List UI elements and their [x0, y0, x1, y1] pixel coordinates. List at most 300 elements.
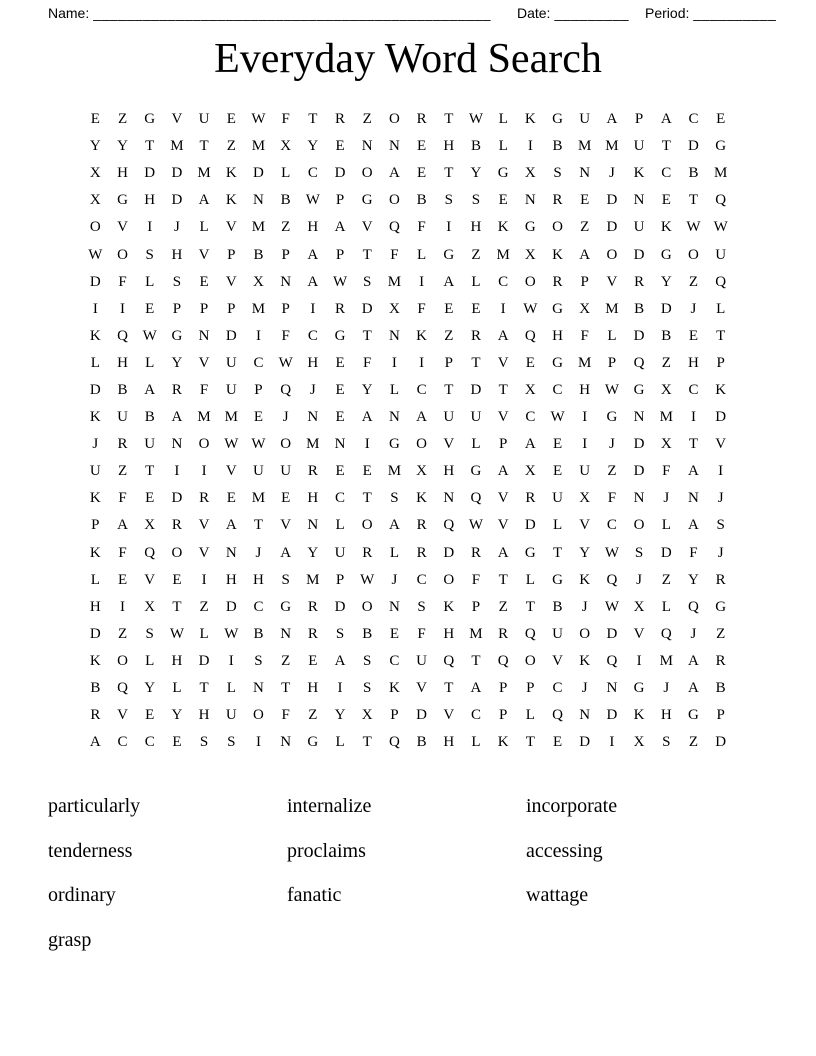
grid-letter: P [580, 273, 589, 290]
grid-letter: N [633, 409, 645, 426]
grid-letter: H [443, 463, 455, 480]
grid-letter: J [717, 490, 724, 507]
grid-letter: D [660, 544, 672, 561]
grid-letter: A [334, 219, 346, 236]
grid-letter: D [225, 327, 237, 344]
grid-letter: Z [281, 652, 291, 669]
period-blank: __________ [693, 5, 777, 21]
grid-letter: G [171, 327, 183, 344]
grid-letter: V [416, 680, 428, 697]
grid-letter: X [361, 707, 373, 724]
grid-letter: Z [471, 246, 481, 263]
grid-letter: P [471, 598, 481, 615]
grid-letter: G [470, 463, 482, 480]
grid-letter: V [198, 354, 210, 371]
grid-letter: T [525, 734, 535, 751]
grid-letter: D [579, 734, 591, 751]
grid-letter: T [716, 327, 726, 344]
grid-letter: U [715, 246, 727, 263]
grid-letter: N [307, 409, 319, 426]
grid-letter: P [172, 300, 182, 317]
grid-letter: W [332, 273, 348, 290]
grid-letter: G [552, 111, 563, 128]
page-title: Everyday Word Search [214, 36, 602, 82]
grid-letter: U [552, 625, 563, 642]
grid-letter: J [690, 625, 697, 642]
grid-letter: D [361, 300, 373, 317]
grid-letter: U [633, 138, 645, 155]
grid-letter: I [391, 354, 397, 371]
grid-letter: E [580, 192, 590, 209]
grid-letter: E [498, 192, 508, 209]
grid-letter: T [688, 192, 699, 209]
grid-letter: U [225, 381, 237, 398]
grid-letter: Y [334, 707, 346, 724]
grid-letter: I [337, 680, 343, 697]
grid-letter: H [552, 327, 563, 344]
grid-letter: B [416, 192, 427, 209]
grid-letter: A [280, 544, 292, 561]
grid-letter: U [552, 490, 563, 507]
grid-letter: H [307, 354, 319, 371]
grid-letter: H [443, 138, 455, 155]
grid-letter: V [198, 246, 210, 263]
grid-letter: F [417, 219, 426, 236]
grid-letter: Q [606, 571, 618, 588]
grid-letter: V [443, 436, 455, 453]
grid-letter: X [660, 381, 672, 398]
grid-letter: N [225, 544, 237, 561]
grid-letter: D [715, 734, 727, 751]
grid-letter: I [255, 734, 261, 751]
grid-letter: I [690, 409, 696, 426]
grid-letter: D [660, 300, 672, 317]
grid-letter: B [470, 138, 481, 155]
grid-letter: Z [117, 625, 128, 642]
grid-letter: D [633, 463, 645, 480]
grid-letter: F [417, 625, 426, 642]
grid-letter: J [717, 544, 724, 561]
grid-letter: I [419, 354, 425, 371]
grid-letter: G [715, 598, 727, 615]
grid-letter: R [335, 300, 346, 317]
grid-letter: D [606, 192, 618, 209]
grid-letter: L [661, 598, 671, 615]
grid-letter: C [552, 680, 563, 697]
grid-letter: V [443, 707, 455, 724]
grid-letter: J [173, 219, 180, 236]
grid-letter: L [471, 273, 481, 290]
grid-letter: W [305, 192, 320, 209]
grid-letter: R [171, 517, 182, 534]
grid-letter: R [416, 111, 427, 128]
grid-letter: S [227, 734, 236, 751]
grid-letter: Z [498, 598, 508, 615]
grid-letter: P [227, 300, 236, 317]
grid-letter: F [662, 463, 671, 480]
grid-letter: P [444, 354, 453, 371]
grid-letter: R [470, 327, 481, 344]
grid-letter: Z [226, 138, 236, 155]
grid-letter: Q [715, 273, 727, 290]
grid-letter: P [716, 354, 725, 371]
grid-letter: N [361, 138, 373, 155]
grid-letter: R [498, 625, 509, 642]
grid-letter: E [172, 571, 182, 588]
grid-letter: R [307, 463, 318, 480]
grid-letter: T [199, 680, 209, 697]
grid-letter: E [226, 111, 236, 128]
word-list-item: ordinary [48, 884, 116, 907]
grid-letter: G [633, 680, 645, 697]
grid-letter: P [254, 381, 263, 398]
grid-letter: Y [688, 571, 699, 588]
grid-letter: Q [443, 652, 455, 669]
grid-letter: F [417, 300, 426, 317]
grid-letter: S [363, 273, 372, 290]
grid-letter: D [416, 707, 428, 724]
grid-letter: P [390, 707, 399, 724]
word-list-item: incorporate [526, 795, 618, 818]
grid-letter: M [496, 246, 510, 263]
grid-letter: K [416, 490, 428, 507]
grid-letter: S [716, 517, 725, 534]
grid-letter: Z [661, 354, 671, 371]
grid-letter: E [172, 734, 182, 751]
grid-letter: W [278, 354, 293, 371]
grid-letter: E [335, 138, 345, 155]
grid-letter: W [251, 111, 266, 128]
grid-letter: M [251, 219, 266, 236]
grid-letter: P [498, 436, 508, 453]
grid-letter: B [90, 680, 101, 697]
grid-letter: D [633, 327, 645, 344]
grid-letter: A [606, 111, 618, 128]
grid-letter: M [387, 273, 402, 290]
grid-letter: D [715, 409, 727, 426]
grid-letter: A [497, 327, 509, 344]
grid-letter: V [579, 517, 591, 534]
grid-letter: A [579, 246, 591, 263]
grid-letter: D [606, 219, 618, 236]
grid-letter: S [390, 490, 399, 507]
grid-letter: H [171, 652, 183, 669]
grid-letter: V [225, 219, 237, 236]
grid-letter: X [280, 138, 292, 155]
grid-letter: N [524, 192, 536, 209]
grid-letter: K [89, 409, 101, 426]
grid-letter: X [416, 463, 428, 480]
grid-letter: C [661, 165, 672, 182]
grid-letter: M [170, 138, 184, 155]
grid-letter: D [171, 192, 183, 209]
grid-letter: G [280, 598, 292, 615]
grid-letter: G [144, 111, 156, 128]
grid-letter: C [498, 273, 509, 290]
grid-letter: X [89, 192, 101, 209]
grid-letter: L [525, 571, 535, 588]
grid-letter: G [307, 734, 319, 751]
grid-letter: I [419, 273, 425, 290]
grid-letter: U [443, 409, 455, 426]
grid-letter: W [604, 381, 619, 398]
grid-letter: R [470, 544, 481, 561]
grid-letter: I [582, 409, 588, 426]
grid-letter: Z [362, 111, 372, 128]
grid-letter: X [524, 381, 536, 398]
grid-letter: A [89, 734, 101, 751]
grid-letter: I [310, 300, 316, 317]
grid-letter: L [471, 436, 481, 453]
grid-letter: S [471, 192, 481, 209]
grid-letter: T [688, 436, 699, 453]
grid-letter: G [524, 544, 536, 561]
grid-letter: G [117, 192, 128, 209]
grid-letter: P [281, 300, 290, 317]
grid-letter: H [660, 707, 672, 724]
grid-letter: O [633, 517, 645, 534]
grid-letter: K [388, 680, 400, 697]
grid-letter: W [604, 598, 619, 615]
grid-letter: Y [89, 138, 101, 155]
grid-letter: S [335, 625, 345, 642]
grid-letter: U [225, 354, 237, 371]
puzzle-grid [82, 106, 735, 756]
grid-letter: F [199, 381, 209, 398]
grid-letter: L [335, 517, 345, 534]
word-list-item: grasp [48, 928, 92, 951]
grid-letter: K [524, 111, 536, 128]
grid-letter: A [117, 517, 128, 534]
grid-letter: O [524, 273, 536, 290]
grid-letter: J [92, 436, 99, 453]
grid-letter: L [552, 517, 563, 534]
grid-letter: J [282, 409, 289, 426]
grid-letter: S [254, 652, 263, 669]
grid-letter: R [307, 625, 318, 642]
word-list [0, 756, 816, 962]
grid-letter: G [715, 138, 727, 155]
grid-letter: X [660, 436, 672, 453]
grid-letter: D [443, 544, 455, 561]
grid-letter: E [226, 490, 236, 507]
grid-letter: Y [117, 138, 128, 155]
grid-letter: R [117, 436, 128, 453]
grid-letter: X [253, 273, 264, 290]
word-list-item: fanatic [287, 884, 342, 907]
grid-letter: O [171, 544, 183, 561]
grid-letter: L [389, 544, 399, 561]
grid-letter: T [498, 381, 508, 398]
grid-letter: A [388, 165, 400, 182]
grid-letter: O [280, 436, 292, 453]
grid-letter: Q [524, 625, 536, 642]
grid-letter: J [663, 680, 670, 697]
grid-letter: L [145, 652, 155, 669]
grid-letter: H [470, 219, 482, 236]
period-label: Period: [645, 5, 690, 21]
grid-letter: R [335, 111, 346, 128]
grid-letter: O [552, 219, 563, 236]
grid-letter: F [471, 571, 481, 588]
grid-letter: V [497, 354, 509, 371]
grid-letter: B [552, 598, 563, 615]
grid-letter: M [306, 436, 320, 453]
grid-letter: Z [607, 463, 617, 480]
grid-letter: J [391, 571, 398, 588]
grid-letter: Q [524, 327, 536, 344]
grid-letter: K [497, 734, 509, 751]
grid-letter: C [389, 652, 400, 669]
grid-letter: O [388, 111, 400, 128]
grid-letter: H [443, 734, 455, 751]
grid-letter: E [335, 409, 345, 426]
grid-letter: U [470, 409, 482, 426]
grid-letter: C [307, 327, 318, 344]
grid-letter: M [251, 490, 266, 507]
grid-letter: N [388, 327, 400, 344]
grid-letter: F [363, 354, 372, 371]
grid-letter: Y [171, 707, 183, 724]
grid-letter: A [688, 517, 699, 534]
grid-letter: O [524, 652, 536, 669]
grid-letter: R [171, 381, 182, 398]
grid-letter: A [198, 192, 210, 209]
grid-letter: S [281, 571, 290, 588]
word-list-item: particularly [48, 795, 141, 818]
grid-letter: U [225, 707, 237, 724]
grid-letter: D [198, 652, 210, 669]
grid-letter: X [524, 246, 536, 263]
grid-letter: T [145, 463, 155, 480]
grid-letter: Q [144, 544, 156, 561]
grid-letter: E [716, 111, 726, 128]
grid-letter: J [663, 490, 670, 507]
grid-letter: V [606, 273, 618, 290]
grid-letter: B [552, 138, 563, 155]
grid-letter: N [443, 490, 455, 507]
grid-letter: H [144, 192, 156, 209]
grid-letter: C [144, 734, 155, 751]
grid-letter: O [579, 625, 591, 642]
grid-letter: G [388, 436, 400, 453]
grid-letter: G [552, 300, 563, 317]
grid-letter: L [281, 165, 291, 182]
grid-letter: R [715, 571, 726, 588]
grid-letter: X [633, 598, 645, 615]
grid-letter: E [552, 463, 563, 480]
grid-letter: V [497, 409, 509, 426]
grid-letter: E [389, 625, 399, 642]
grid-letter: A [307, 273, 319, 290]
grid-letter: Z [688, 273, 699, 290]
grid-letter: H [117, 354, 128, 371]
grid-letter: T [444, 165, 454, 182]
name-blank: ________________________________________________ [93, 5, 491, 21]
date-label: Date: [516, 5, 551, 21]
grid-letter: E [145, 490, 155, 507]
grid-letter: W [224, 436, 239, 453]
grid-letter: F [607, 490, 617, 507]
grid-letter: W [224, 625, 239, 642]
grid-letter: S [553, 165, 562, 182]
grid-letter: U [579, 463, 591, 480]
grid-letter: D [225, 598, 237, 615]
grid-letter: P [634, 111, 644, 128]
grid-letter: H [117, 165, 128, 182]
grid-letter: C [335, 490, 346, 507]
grid-letter: W [604, 544, 619, 561]
grid-letter: W [686, 219, 701, 236]
grid-letter: E [90, 111, 100, 128]
grid-letter: L [226, 680, 236, 697]
grid-letter: Z [688, 734, 699, 751]
grid-letter: E [117, 571, 128, 588]
grid-letter: B [280, 192, 291, 209]
grid-letter: X [144, 598, 156, 615]
grid-letter: L [199, 219, 209, 236]
grid-letter: W [468, 111, 484, 128]
grid-letter: D [524, 517, 536, 534]
grid-letter: R [90, 707, 101, 724]
grid-letter: M [659, 652, 673, 669]
grid-letter: N [633, 490, 645, 507]
grid-letter: L [90, 354, 100, 371]
grid-letter: V [715, 436, 727, 453]
grid-letter: K [225, 192, 237, 209]
grid-letter: A [388, 517, 400, 534]
grid-letter: G [524, 219, 536, 236]
word-list-item: tenderness [48, 839, 133, 862]
grid-letter: T [661, 138, 671, 155]
grid-letter: I [92, 300, 98, 317]
grid-letter: I [364, 436, 370, 453]
grid-letter: B [253, 246, 264, 263]
grid-letter: T [525, 598, 535, 615]
grid-letter: Q [443, 517, 455, 534]
grid-letter: B [634, 300, 645, 317]
grid-letter: K [443, 598, 455, 615]
grid-letter: E [444, 300, 454, 317]
grid-letter: P [716, 707, 725, 724]
grid-letter: D [334, 598, 346, 615]
grid-letter: W [88, 246, 103, 263]
grid-letter: D [334, 165, 346, 182]
grid-letter: E [335, 381, 345, 398]
grid-letter: K [579, 652, 591, 669]
grid-letter: Q [470, 490, 482, 507]
grid-letter: R [199, 490, 210, 507]
grid-letter: H [579, 381, 591, 398]
grid-letter: S [172, 273, 182, 290]
grid-letter: I [174, 463, 180, 480]
grid-letter: H [171, 246, 183, 263]
grid-letter: K [89, 544, 101, 561]
grid-letter: B [416, 734, 427, 751]
grid-letter: D [633, 246, 645, 263]
grid-letter: T [172, 598, 182, 615]
grid-letter: M [469, 625, 483, 642]
grid-letter: Q [117, 327, 128, 344]
grid-letter: G [334, 327, 346, 344]
grid-letter: A [688, 680, 699, 697]
grid-letter: E [552, 734, 563, 751]
grid-letter: U [633, 219, 645, 236]
grid-letter: M [578, 354, 592, 371]
grid-letter: R [307, 598, 318, 615]
grid-letter: W [523, 300, 538, 317]
grid-letter: E [281, 490, 291, 507]
